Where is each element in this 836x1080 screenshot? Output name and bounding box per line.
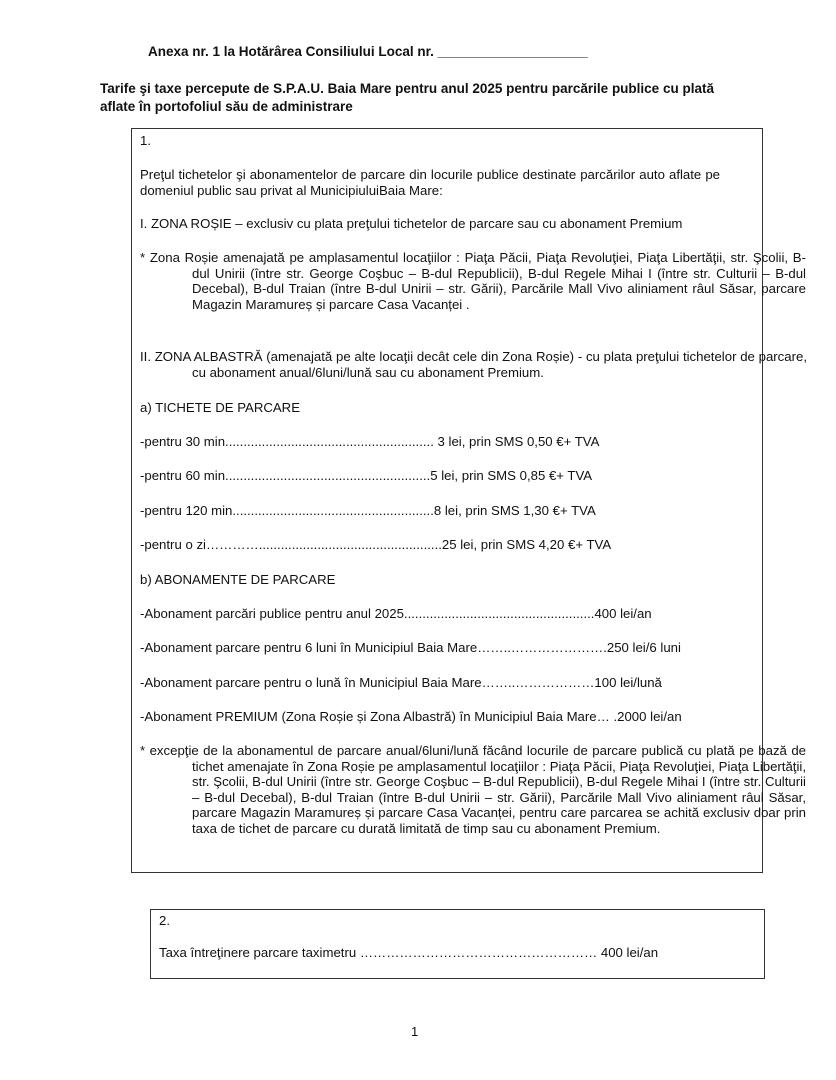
zona-rosie-locations: * Zona Roșie amenajată pe amplasamentul locaţiilor : Piaţa Păcii, Piaţa Revoluţiei, Piaţa Libertăţii, str. Şcolii, B-dul Unirii (între str. George Coşbuc – B-dul Republicii), B-dul Regele Mihai I (între str. Culturii – B-dul Decebal), B-dul Traian (între B-dul Unirii – str. Gării), Parcările Mall Vivo aliniament râul Săsar, parcare Magazin Maramureș și parcare Casa Vacanței . (140, 250, 806, 312)
tichet-o-zi: -pentru o zi…………..................................................25 lei, prin SMS 4,20 €+ TVA (140, 537, 612, 552)
tichet-30-min: -pentru 30 min......................................................... 3 lei, prin SMS 0,50 €+ TVA (140, 434, 600, 449)
abonament-anual: -Abonament parcări publice pentru anul 2025....................................................400 lei/an (140, 606, 652, 621)
tichet-120-min: -pentru 120 min.......................................................8 lei, prin SMS 1,30 €+ TVA (140, 503, 596, 518)
tichet-60-min: -pentru 60 min........................................................5 lei, prin SMS 0,85 €+ TVA (140, 468, 593, 483)
section-1-intro: Preţul tichetelor şi abonamentelor de parcare din locurile publice destinate parcărilor auto aflate pe domeniul public sau privat al MunicipiuluiBaia Mare: (140, 167, 720, 198)
abonament-6-luni: -Abonament parcare pentru 6 luni în Municipiul Baia Mare……..………………….250 lei/6 luni (140, 640, 681, 655)
annex-header: Anexa nr. 1 la Hotărârea Consiliului Local nr. ____________________ (148, 44, 588, 59)
abonament-premium: -Abonament PREMIUM (Zona Roșie și Zona Albastră) în Municipiul Baia Mare… .2000 lei/an (140, 709, 682, 724)
exceptie-note: * excepţie de la abonamentul de parcare anual/6luni/lună făcând locurile de parcare publică cu plată pe bază de tichet amenajate în Zona Roșie pe amplasamentul locaţiilor : Piaţa Păcii, Piaţa Revoluţiei, Piaţa Libertăţii, str. Şcolii, B-dul Unirii (între str. George Coşbuc – B-dul Republicii), B-dul Regele Mihai I (între str. Culturii – B-dul Decebal), B-dul Traian (între B-dul Unirii – str. Gării), Parcările Mall Vivo aliniament râul Săsar, parcare Magazin Maramureș și parcare Casa Vacanței, pentru care parcarea se achită exclusiv doar prin taxa de tichet de parcare cu durată limitată de timp sau cu abonament Premium. (140, 743, 806, 836)
section-1-number: 1. (140, 133, 151, 148)
tichete-heading: a) TICHETE DE PARCARE (140, 400, 300, 415)
page-number: 1 (411, 1024, 419, 1039)
zona-rosie-heading: I. ZONA ROȘIE – exclusiv cu plata preţului tichetelor de parcare sau cu abonament Premium (140, 216, 683, 231)
section-2-number: 2. (159, 913, 170, 928)
zona-albastra-heading: II. ZONA ALBASTRĂ (amenajată pe alte locaţii decât cele din Zona Roșie) - cu plata preţului tichetelor de parcare, cu abonament anual/6luni/lună sau cu abonament Premium. (140, 349, 807, 380)
taxa-taximetru: Taxa întreţinere parcare taximetru ……………………………………………… 400 lei/an (159, 945, 659, 960)
abonament-o-luna: -Abonament parcare pentru o lună în Municipiul Baia Mare……..………………100 lei/lună (140, 675, 662, 690)
document-title: Tarife şi taxe percepute de S.P.A.U. Baia Mare pentru anul 2025 pentru parcările publice cu plată aflate în portofoliul său de administrare (100, 81, 714, 114)
section-2-box (150, 909, 765, 979)
abonamente-heading: b) ABONAMENTE DE PARCARE (140, 572, 336, 587)
